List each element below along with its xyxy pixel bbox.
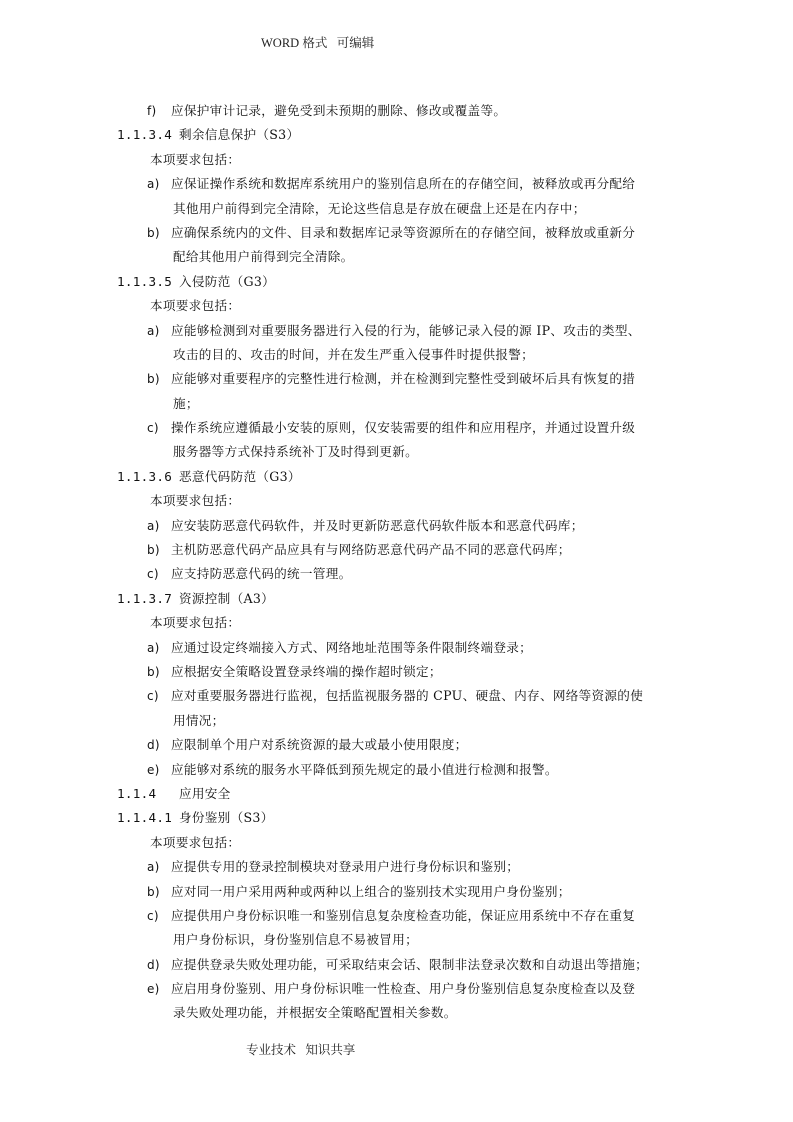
list-item [117, 855, 687, 879]
list-item [117, 562, 687, 586]
list-marker: a) [147, 860, 160, 875]
list-marker: a) [147, 177, 160, 192]
section-heading [117, 123, 687, 147]
list-marker: b) [147, 225, 160, 240]
requirements-intro: 本项要求包括： [150, 493, 241, 509]
list-marker: a) [147, 518, 160, 533]
list-item-text: 应根据安全策略设置登录终端的操作超时锁定； [171, 663, 442, 679]
section-number: 1.1.3.5 [117, 273, 173, 289]
list-item [117, 636, 687, 660]
list-item [117, 172, 687, 196]
list-item [117, 733, 687, 757]
section-title: 入侵防范（G3） [179, 273, 276, 289]
list-marker: c) [147, 421, 159, 436]
list-item [117, 904, 687, 928]
list-item-text: 应对重要服务器进行监视，包括监视服务器的 CPU、硬盘、内存、网络等资源的使 [171, 688, 644, 704]
list-item [117, 514, 687, 538]
section-number: 1.1.3.7 [117, 590, 173, 606]
list-item [117, 758, 687, 782]
list-item-continuation: 施； [173, 395, 199, 411]
section-heading [117, 587, 687, 611]
list-marker: e) [147, 762, 160, 777]
list-item-continuation: 录失败处理功能，并根据安全策略配置相关参数。 [173, 1005, 457, 1021]
list-item [117, 416, 687, 440]
document-body [117, 99, 687, 1026]
section-heading [117, 782, 687, 806]
list-marker: b) [147, 543, 160, 558]
list-marker: d) [147, 957, 160, 972]
list-item-continuation: 攻击的目的、攻击的时间，并在发生严重入侵事件时提供报警； [173, 346, 535, 362]
list-item-continuation: 用户身份标识，身份鉴别信息不易被冒用； [173, 932, 418, 948]
list-item [117, 367, 687, 391]
list-item [117, 880, 687, 904]
list-marker: a) [147, 640, 160, 655]
section-title: 资源控制（A3） [179, 590, 275, 606]
list-item-text: 应提供专用的登录控制模块对登录用户进行身份标识和鉴别； [171, 859, 520, 875]
list-item-text: 应对同一用户采用两种或两种以上组合的鉴别技术实现用户身份鉴别； [171, 883, 571, 899]
list-marker: b) [147, 884, 160, 899]
list-item-text: 应启用身份鉴别、用户身份标识唯一性检查、用户身份鉴别信息复杂度检查以及登 [171, 981, 636, 997]
page-footer: 专业技术 知识共享 [246, 1043, 356, 1057]
list-item [117, 319, 687, 343]
list-item-text: 应能够检测到对重要服务器进行入侵的行为，能够记录入侵的源 IP、攻击的类型、 [171, 322, 641, 338]
list-marker: b) [147, 372, 160, 387]
list-item [117, 538, 687, 562]
list-marker: a) [147, 323, 160, 338]
section-title: 身份鉴别（S3） [179, 810, 274, 826]
section-number: 1.1.4 [117, 785, 157, 801]
list-item-continuation: 用情况； [173, 712, 225, 728]
section-title: 恶意代码防范（G3） [179, 468, 301, 484]
section-heading [117, 465, 687, 489]
list-item [117, 977, 687, 1001]
list-marker: e) [147, 982, 160, 997]
list-item-text: 主机防恶意代码产品应具有与网络防恶意代码产品不同的恶意代码库； [171, 542, 571, 558]
list-item-continuation: 其他用户前得到完全清除，无论这些信息是存放在硬盘上还是在内存中； [173, 200, 586, 216]
section-number: 1.1.4.1 [117, 810, 173, 826]
list-item-continuation: 配给其他用户前得到完全清除。 [173, 249, 354, 265]
list-item-text: 应能够对系统的服务水平降低到预先规定的最小值进行检测和报警。 [171, 761, 558, 777]
list-marker: b) [147, 664, 160, 679]
list-marker: c) [147, 689, 159, 704]
section-title: 应用安全 [179, 785, 231, 801]
list-item-text: 应保护审计记录，避免受到未预期的删除、修改或覆盖等。 [171, 103, 507, 118]
list-item [117, 660, 687, 684]
list-item-text: 应安装防恶意代码软件，并及时更新防恶意代码软件版本和恶意代码库； [171, 517, 584, 533]
list-item-text: 应保证操作系统和数据库系统用户的鉴别信息所在的存储空间，被释放或再分配给 [171, 176, 636, 192]
list-item [117, 221, 687, 245]
list-item [117, 99, 687, 123]
list-item [117, 684, 687, 708]
requirements-intro: 本项要求包括： [150, 151, 241, 167]
section-title: 剩余信息保护（S3） [179, 127, 300, 143]
section-number: 1.1.3.4 [117, 127, 173, 143]
list-marker: c) [147, 567, 159, 582]
list-item [117, 953, 687, 977]
list-item-continuation: 服务器等方式保持系统补丁及时得到更新。 [173, 444, 418, 460]
list-item-text: 应提供登录失败处理功能，可采取结束会话、限制非法登录次数和自动退出等措施； [171, 956, 649, 972]
list-item-text: 应限制单个用户对系统资源的最大或最小使用限度； [171, 737, 468, 753]
section-heading [117, 270, 687, 294]
list-marker: c) [147, 908, 159, 923]
list-item-text: 应确保系统内的文件、目录和数据库记录等资源所在的存储空间，被释放或重新分 [171, 224, 636, 240]
section-number: 1.1.3.6 [117, 468, 173, 484]
list-item-text: 应提供用户身份标识唯一和鉴别信息复杂度检查功能，保证应用系统中不存在重复 [171, 907, 636, 923]
list-marker: d) [147, 738, 160, 753]
requirements-intro: 本项要求包括： [150, 834, 241, 850]
page-header: WORD 格式 可编辑 [261, 36, 375, 50]
list-item-text: 应能够对重要程序的完整性进行检测，并在检测到完整性受到破坏后具有恢复的措 [171, 371, 636, 387]
list-item-text: 应通过设定终端接入方式、网络地址范围等条件限制终端登录； [171, 639, 533, 655]
requirements-intro: 本项要求包括： [150, 615, 241, 631]
list-item-text: 应支持防恶意代码的统一管理。 [171, 566, 352, 582]
requirements-intro: 本项要求包括： [150, 298, 241, 314]
list-marker: f) [147, 104, 157, 118]
section-heading [117, 806, 687, 830]
list-item-text: 操作系统应遵循最小安装的原则，仅安装需要的组件和应用程序，并通过设置升级 [171, 420, 636, 436]
